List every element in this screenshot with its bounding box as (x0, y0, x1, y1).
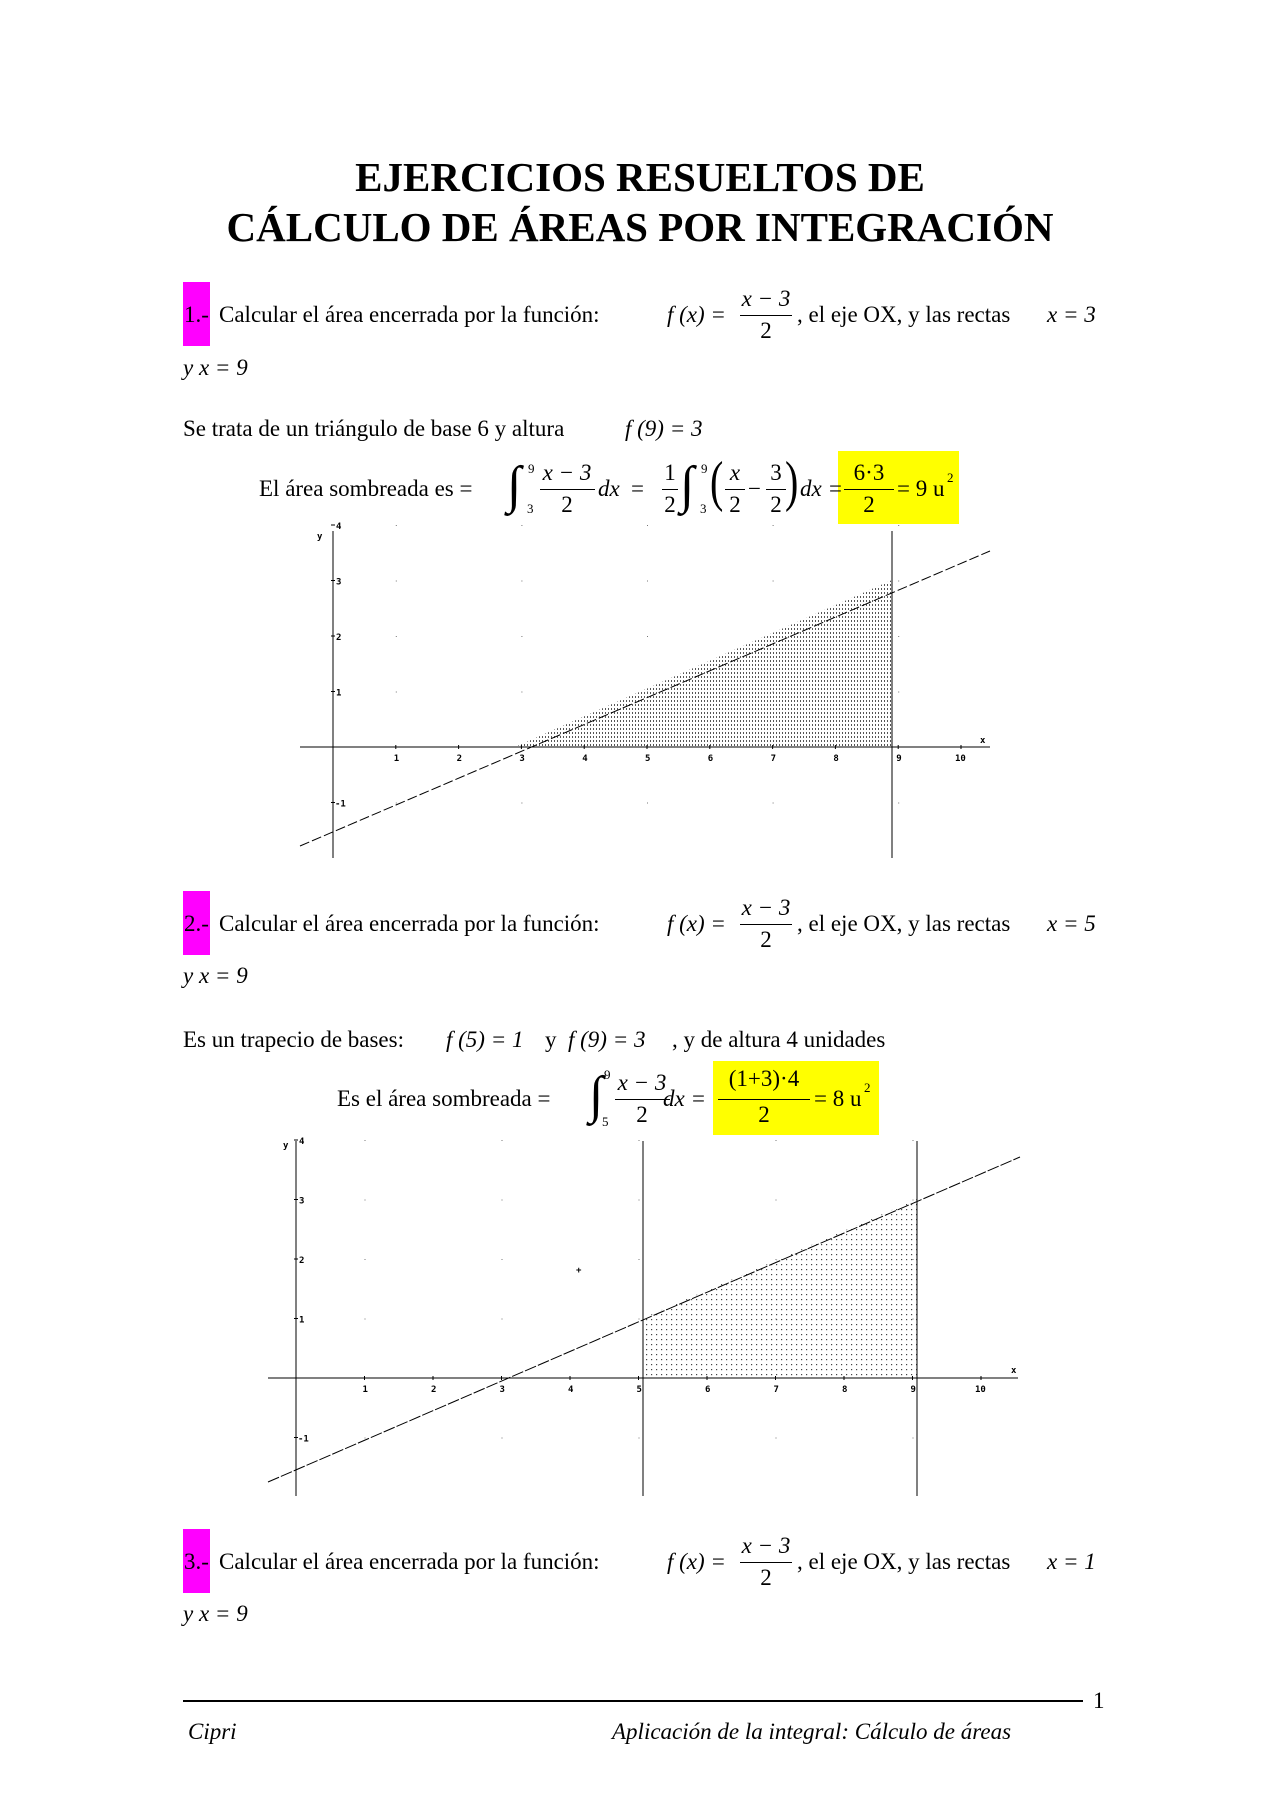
x-tick-label: 9 (896, 754, 902, 764)
y-axis-label: y (317, 532, 323, 542)
result-numerator: (1+3)·4 (728, 1066, 800, 1091)
grid-dot (502, 1200, 503, 1201)
title-line-2: CÁLCULO DE ÁREAS POR INTEGRACIÓN (226, 204, 1054, 250)
page-number: 1 (1093, 1688, 1105, 1713)
grid-dot (898, 803, 899, 804)
integrand-numerator: x − 3 (617, 1070, 667, 1095)
y-tick-label: -1 (298, 1434, 309, 1445)
inner-a-numerator: x (729, 460, 741, 485)
footer-rule (183, 1700, 1083, 1702)
grid-dot (502, 1140, 503, 1141)
x-tick-label: 2 (456, 754, 463, 764)
grid-dot (898, 581, 899, 582)
grid-dot (776, 1200, 777, 1201)
inner-a-denominator: 2 (729, 492, 741, 517)
x-tick-labels (394, 745, 966, 764)
result-denominator: 2 (758, 1102, 770, 1127)
area-label: Es el área sombreada = (337, 1086, 551, 1111)
integral-upper-limit: 9 (701, 461, 708, 476)
grid-dot (898, 525, 899, 526)
result-value: = 9 u (897, 476, 945, 501)
y-tick-label: 1 (336, 688, 342, 699)
grid-dot (776, 1140, 777, 1141)
solution-description: Se trata de un triángulo de base 6 y altura (183, 416, 565, 441)
x-tick-label: 4 (568, 1385, 574, 1395)
grid-dot (521, 692, 522, 693)
function-numerator: x − 3 (741, 895, 791, 920)
function-numerator: x − 3 (741, 1533, 791, 1558)
grid-dot (521, 581, 522, 582)
fraction-bar (766, 489, 786, 490)
grid-dot (773, 525, 774, 526)
base-2-value: f (9) = 3 (568, 1027, 646, 1052)
grid-dot (639, 1200, 640, 1201)
y-tick-label: 2 (336, 633, 342, 643)
grid-dot (365, 1319, 366, 1320)
x-tick-label: 7 (770, 754, 777, 764)
half-denominator: 2 (664, 492, 676, 517)
y-tick-label: 1 (299, 1315, 305, 1326)
height-description: , y de altura 4 unidades (672, 1027, 886, 1052)
exercise-statement-cont: , el eje OX, y las rectas (797, 911, 1011, 936)
exercise-statement-cont: , el eje OX, y las rectas (797, 1549, 1011, 1574)
grid-dot (898, 636, 899, 637)
x-tick-label: 6 (707, 754, 714, 764)
x-tick-label: 10 (975, 1385, 986, 1395)
x-tick-label: 8 (842, 1385, 848, 1395)
grid-dot (365, 1438, 366, 1439)
grid-dot (502, 1259, 503, 1260)
grid-dot (647, 581, 648, 582)
result-numerator: 6·3 (853, 460, 885, 485)
grid-dot (521, 803, 522, 804)
result-superscript: 2 (947, 470, 954, 485)
integral-lower-limit: 5 (602, 1114, 609, 1129)
footer-subject: Aplicación de la integral: Cálculo de áreas (612, 1719, 1012, 1744)
minus-sign: − (748, 476, 761, 501)
x-tick-label: 3 (519, 754, 525, 764)
grid-dot (773, 581, 774, 582)
exercise-number: 1.- (184, 302, 209, 327)
graph-2 (260, 1138, 1040, 1498)
exercise-statement-line2: y x = 9 (183, 1601, 248, 1626)
grid-dot (396, 636, 397, 637)
x-tick-label: 1 (393, 754, 400, 764)
integral-upper-limit: 9 (604, 1067, 611, 1082)
area-label: El área sombreada es = (259, 476, 473, 501)
x-tick-label: 6 (705, 1385, 711, 1395)
x-tick-label: 9 (910, 1385, 916, 1395)
grid-dot (773, 803, 774, 804)
integral-lower-limit: 3 (700, 501, 707, 516)
grid-dot (647, 525, 648, 526)
x-tick-label: 8 (833, 754, 839, 764)
grid-dot (521, 636, 522, 637)
differential: dx (598, 476, 620, 501)
shaded-area (515, 580, 892, 747)
fraction-bar (718, 1099, 810, 1100)
function-denominator: 2 (760, 927, 772, 952)
grid-dot (913, 1200, 914, 1201)
conjunction: y (545, 1027, 557, 1052)
grid-dot (396, 525, 397, 526)
grid-dot (647, 636, 648, 637)
y-tick-label: 3 (336, 577, 342, 588)
integral-sign: ∫ (507, 457, 522, 514)
grid-dot (365, 1200, 366, 1201)
exercise-number: 3.- (184, 1549, 209, 1574)
fraction-bar (615, 1099, 670, 1100)
grid-dot (396, 803, 397, 804)
exercise-statement: Calcular el área encerrada por la función: (219, 911, 600, 936)
exercise-statement-line2: y x = 9 (183, 355, 248, 380)
integral-sign: ∫ (680, 457, 695, 514)
grid-dot (647, 803, 648, 804)
y-tick-label: 3 (299, 1196, 305, 1207)
integrand-numerator: x − 3 (542, 460, 592, 485)
result-value: = 8 u (814, 1086, 862, 1111)
fraction-bar (540, 489, 595, 490)
function-numerator: x − 3 (741, 286, 791, 311)
x-tick-labels (363, 1376, 986, 1395)
integrand-denominator: 2 (561, 492, 573, 517)
x-tick-label: 5 (645, 754, 651, 764)
integral-upper-limit: 9 (528, 461, 535, 476)
grid-dot (913, 1140, 914, 1141)
inner-b-denominator: 2 (770, 492, 782, 517)
function-lhs: f (x) = (667, 1549, 726, 1574)
function-denominator: 2 (760, 318, 772, 343)
result-superscript: 2 (864, 1080, 871, 1095)
inner-b-numerator: 3 (770, 460, 782, 485)
function-lhs: f (x) = (667, 911, 726, 936)
shaded-area (643, 1199, 917, 1378)
left-paren: ( (710, 449, 724, 513)
grid-dot (913, 1438, 914, 1439)
function-denominator: 2 (760, 1565, 772, 1590)
grid-dot (898, 692, 899, 693)
y-tick-label: 4 (299, 1137, 305, 1147)
fraction-bar (740, 315, 792, 316)
y-tick-label: -1 (335, 799, 346, 810)
fraction-bar (740, 924, 792, 925)
fraction-bar (725, 489, 745, 490)
integral-sign: ∫ (589, 1067, 604, 1124)
base-1-value: f (5) = 1 (446, 1027, 524, 1052)
right-paren: ) (785, 449, 799, 513)
exercise-number: 2.- (184, 911, 209, 936)
x-equation: x = 3 (1047, 302, 1096, 327)
half-numerator: 1 (664, 460, 676, 485)
grid-dot (776, 1438, 777, 1439)
x-tick-label: 7 (773, 1385, 779, 1395)
exercise-statement-line2: y x = 9 (183, 963, 248, 988)
grid-dot (639, 1319, 640, 1320)
fraction-bar (740, 1562, 792, 1563)
x-tick-label: 4 (582, 754, 588, 764)
grid-dot (502, 1319, 503, 1320)
x-equation: x = 5 (1047, 911, 1096, 936)
exercise-statement: Calcular el área encerrada por la función: (219, 1549, 600, 1574)
grid-dot (521, 525, 522, 526)
x-tick-label: 2 (431, 1385, 437, 1395)
footer-author: Cipri (188, 1719, 237, 1744)
point-marker: + (576, 1266, 582, 1276)
graph-1 (290, 522, 1010, 860)
integrand-denominator: 2 (636, 1102, 648, 1127)
grid-dot (639, 1259, 640, 1260)
exercise-statement: Calcular el área encerrada por la función: (219, 302, 600, 327)
x-axis-label: x (980, 736, 986, 746)
x-tick-label: 3 (499, 1385, 505, 1395)
differential: dx = (663, 1086, 706, 1111)
exercise-statement-cont: , el eje OX, y las rectas (797, 302, 1011, 327)
equals-sign: = (631, 476, 644, 501)
differential: dx = (800, 476, 843, 501)
fraction-bar (662, 489, 678, 490)
grid-dot (396, 692, 397, 693)
integral-lower-limit: 3 (527, 501, 534, 516)
x-tick-label: 10 (955, 754, 966, 764)
result-denominator: 2 (863, 492, 875, 517)
grid-dot (776, 1259, 777, 1260)
grid-dot (396, 581, 397, 582)
y-tick-label: 2 (299, 1256, 305, 1266)
grid-dot (639, 1140, 640, 1141)
grid-dot (365, 1140, 366, 1141)
solution-description: Es un trapecio de bases: (183, 1027, 404, 1052)
y-axis-label: y (283, 1141, 289, 1151)
grid-dot (502, 1438, 503, 1439)
function-lhs: f (x) = (667, 302, 726, 327)
grid-dot (365, 1259, 366, 1260)
fraction-bar (844, 489, 894, 490)
x-equation: x = 1 (1047, 1549, 1096, 1574)
x-tick-label: 5 (636, 1385, 642, 1395)
x-tick-label: 1 (362, 1385, 368, 1395)
x-axis-label: x (1011, 1366, 1017, 1376)
grid-dot (639, 1438, 640, 1439)
title-line-1: EJERCICIOS RESUELTOS DE (355, 154, 925, 200)
y-tick-label: 4 (336, 522, 342, 532)
height-value: f (9) = 3 (625, 416, 703, 441)
